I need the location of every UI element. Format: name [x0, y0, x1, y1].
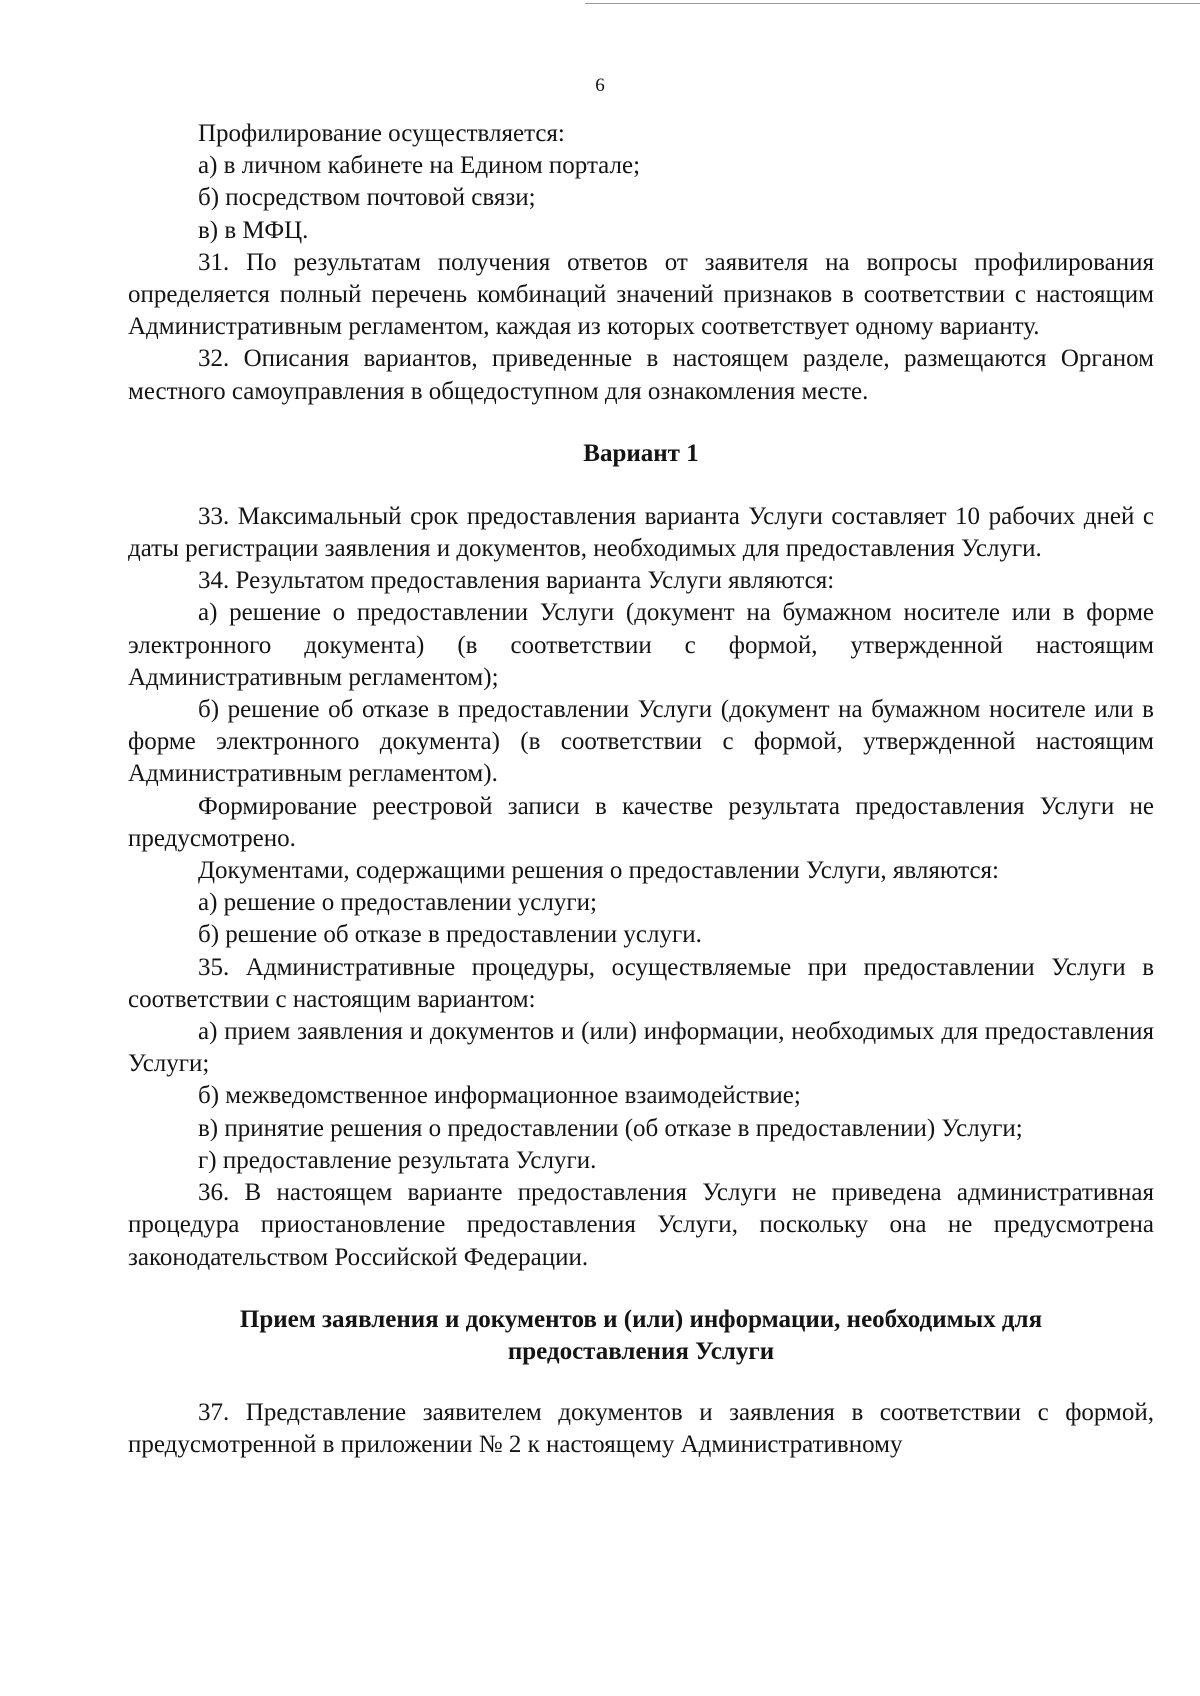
document-body: [128, 118, 1154, 1461]
paragraph-31: 31. По результатам получения ответов от заявителя на вопросы профилирования определяется полный перечень комбинаций значений признаков в соответствии с настоящим Административным регламентом, каждая из которых соответствует одному варианту.: [128, 248, 1154, 341]
paragraph-37: 37. Представление заявителем документов и заявления в соответствии с формой, предусмотренной в приложении № 2 к настоящему Административному: [128, 1398, 1154, 1458]
paragraph-32: 32. Описания вариантов, приведенные в настоящем разделе, размещаются Органом местного самоуправления в общедоступном для ознакомления месте.: [128, 345, 1154, 405]
paragraph-decision-documents: Документами, содержащими решения о предоставлении Услуги, являются:: [198, 857, 999, 885]
list-item-decision-a: а) решение о предоставлении услуги;: [198, 889, 597, 917]
list-item-profiling-b: б) посредством почтовой связи;: [198, 184, 536, 212]
list-item-profiling-intro: Профилирование осуществляется:: [198, 120, 565, 147]
heading-reception-section: Прием заявления и документов и (или) информации, необходимых для предоставления Услуги: [239, 1305, 1043, 1365]
paragraph-33: 33. Максимальный срок предоставления варианта Услуги составляет 10 рабочих дней с даты регистрации заявления и документов, необходимых для предоставления Услуги.: [128, 502, 1154, 563]
page-number: 6: [595, 75, 605, 96]
paragraph-34-a: а) решение о предоставлении Услуги (документ на бумажном носителе или в форме электронного документа) (в соответствии с формой, утвержденной настоящим Административным регламентом);: [128, 599, 1154, 691]
list-item-profiling-c: в) в МФЦ.: [198, 216, 309, 244]
paragraph-34-b: б) решение об отказе в предоставлении Услуги (документ на бумажном носителе или в форме электронного документа) (в соответствии с формой, утвержденной настоящим Административным регламентом).: [128, 696, 1154, 788]
list-item-35-b: б) межведомственное информационное взаимодействие;: [198, 1082, 801, 1110]
heading-variant-1: Вариант 1: [583, 439, 699, 467]
paragraph-34: 34. Результатом предоставления варианта Услуги являются:: [198, 567, 835, 595]
paragraph-36: 36. В настоящем варианте предоставления Услуги не приведена административная процедура приостановление предоставления Услуги, поскольку она не предусмотрена законодательством Российской Федерации.: [128, 1179, 1154, 1271]
paragraph-35: 35. Административные процедуры, осуществляемые при предоставлении Услуги в соответствии с настоящим вариантом:: [128, 953, 1154, 1013]
list-item-35-c: в) принятие решения о предоставлении (об отказе в предоставлении) Услуги;: [198, 1114, 1023, 1142]
list-item-profiling-a: а) в личном кабинете на Едином портале;: [198, 152, 641, 180]
scan-edge-line: [585, 3, 1200, 4]
list-item-decision-b: б) решение об отказе в предоставлении услуги.: [198, 921, 702, 949]
paragraph-registry-record: Формирование реестровой записи в качестве результата предоставления Услуги не предусмотрено.: [128, 792, 1154, 852]
paragraph-35-a: а) прием заявления и документов и (или) информации, необходимых для предоставления Услуги;: [128, 1018, 1154, 1078]
list-item-35-d: г) предоставление результата Услуги.: [198, 1146, 597, 1174]
